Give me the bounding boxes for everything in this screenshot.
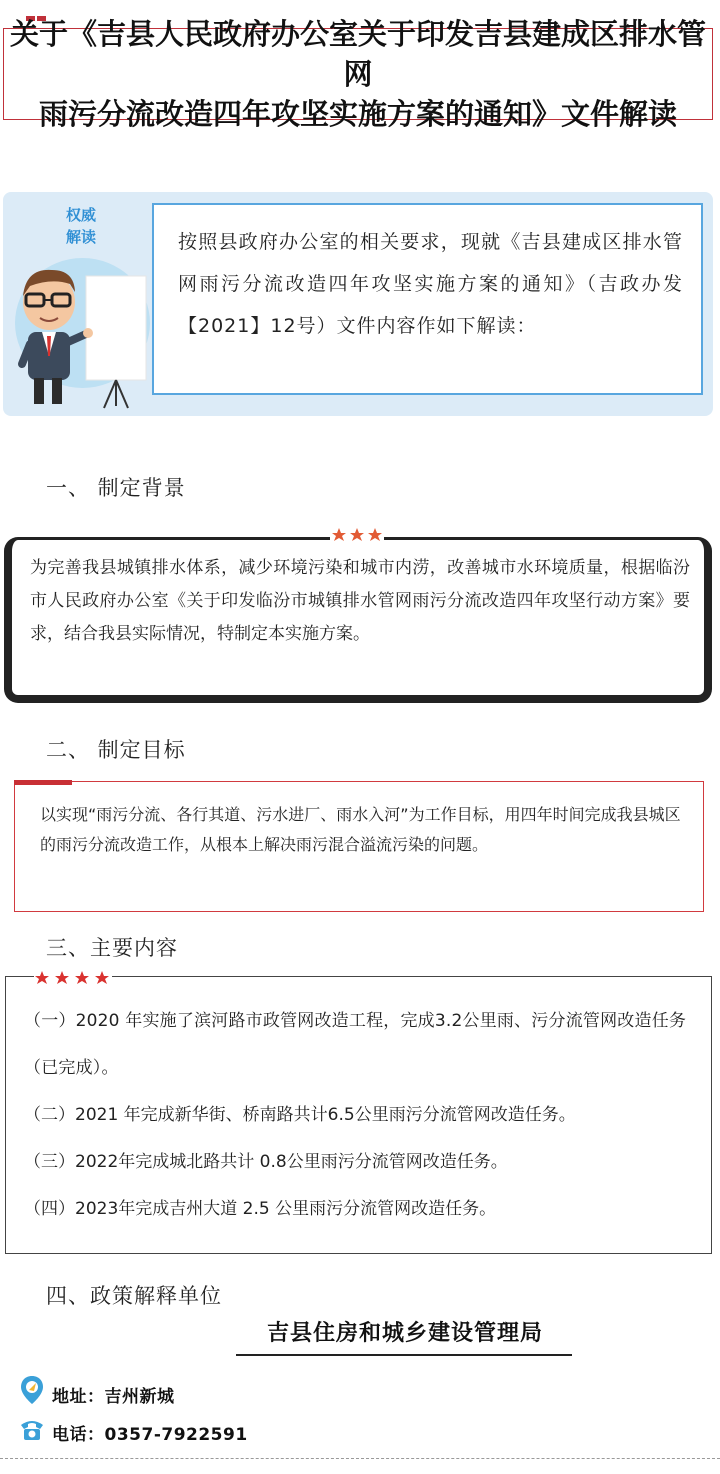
telephone-icon [18, 1416, 46, 1442]
organization-name: 吉县住房和城乡建设管理局 [266, 1321, 543, 1346]
contact-address: 地址：吉州新城 [52, 1387, 175, 1407]
section-1-text: 为完善我县城镇排水体系，减少环境污染和城市内涝，改善城市水环境质量，根据临汾市人民政府办公室《关于印发临汾市城镇排水管网雨污分流改造四年攻坚行动方案》要求，结合我县实际情况，特制定本实施方案。 [30, 558, 690, 644]
title-line-2: 雨污分流改造四年攻坚实施方案的通知》文件解读 [38, 97, 677, 131]
presenter-illustration [12, 256, 152, 412]
intro-text-box [152, 203, 703, 395]
bottom-divider [0, 1458, 720, 1459]
section-4-heading: 四、政策解释单位 [46, 1284, 222, 1308]
title-line-1: 关于《吉县人民政府办公室关于印发吉县建成区排水管网 [9, 17, 706, 91]
contact-phone: 电话：0357-7922591 [52, 1425, 248, 1445]
organization-underline [236, 1354, 572, 1356]
section-1-heading: 一、 制定背景 [46, 476, 186, 500]
list-item: （二）2021 年完成新华街、桥南路共计6.5公里雨污分流管网改造任务。 [24, 1105, 576, 1125]
list-item: （四）2023年完成吉州大道 2.5 公里雨污分流管网改造任务。 [24, 1199, 497, 1219]
authority-badge [40, 204, 122, 248]
section-2-accent-bar [14, 780, 72, 785]
intro-text: 按照县政府办公室的相关要求，现就《吉县建成区排水管网雨污分流改造四年攻坚实施方案的通知》（吉政办发【2021】12号）文件内容作如下解读： [178, 231, 683, 337]
star-icon [34, 970, 112, 984]
star-icon [330, 527, 384, 541]
document-title [4, 14, 712, 134]
location-pin-icon [20, 1375, 44, 1405]
section-3-heading: 三、主要内容 [46, 936, 178, 960]
list-item: （一）2020 年实施了滨河路市政管网改造工程，完成3.2公里雨、污分流管网改造任务（已完成）。 [24, 1011, 687, 1078]
badge-line-1: 权威 [65, 206, 96, 224]
list-item: （三）2022年完成城北路共计 0.8公里雨污分流管网改造任务。 [24, 1152, 508, 1172]
section-3-list [24, 998, 710, 1233]
badge-line-2: 解读 [65, 228, 96, 246]
section-2-text: 以实现“雨污分流、各行其道、污水进厂、雨水入河”为工作目标，用四年时间完成我县城区的雨污分流改造工作，从根本上解决雨污混合溢流污染的问题。 [40, 805, 681, 854]
section-2-heading: 二、 制定目标 [46, 738, 186, 762]
document-title-box [3, 17, 713, 131]
